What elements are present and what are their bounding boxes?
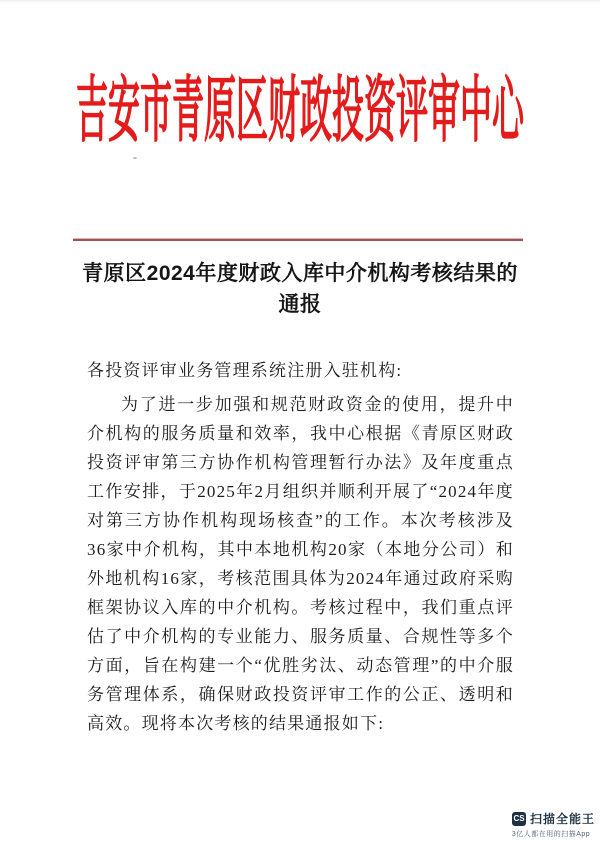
camscanner-logo-row [512,810,595,827]
letterhead-masthead [0,69,600,151]
camscanner-cs-icon: CS [512,812,526,826]
org-title: 吉安市青原区财政投资评审中心 [75,69,524,151]
camscanner-watermark [511,810,596,839]
document-body [87,356,514,738]
camscanner-brand-text: 扫描全能王 [530,812,596,826]
camscanner-tagline: 3亿人都在用的扫描App [511,831,591,838]
letterhead-divider-line [73,239,523,241]
body-paragraph: 为了进一步加强和规范财政资金的使用，提升中介机构的服务质量和效率，我中心根据《青原区财政投资评审第三方协作机构管理暂行办法》及年度重点工作安排，于2025年2月组织并顺利开展了“2024年度对第三方协作机构现场核查”的工作。本次考核涉及36家中介机构，其中本地机构20家（本地分公司）和外地机构16家，考核范围具体为2024年通过政府采购框架协议入库的中介机构。考核过程中，我们重点评估了中介机构的专业能力、服务质量、合规性等多个方面，旨在构建一个“优胜劣汰、动态管理”的中介服务管理体系，确保财政投资评审工作的公正、透明和高效。现将本次考核的结果通报如下: [87,395,514,733]
salutation-line: 各投资评审业务管理系统注册入驻机构: [87,361,403,380]
scan-edge-shading [0,0,600,3]
document-title: 青原区2024年度财政入库中介机构考核结果的通报 [82,262,518,316]
scan-artifact-speck [133,157,137,159]
